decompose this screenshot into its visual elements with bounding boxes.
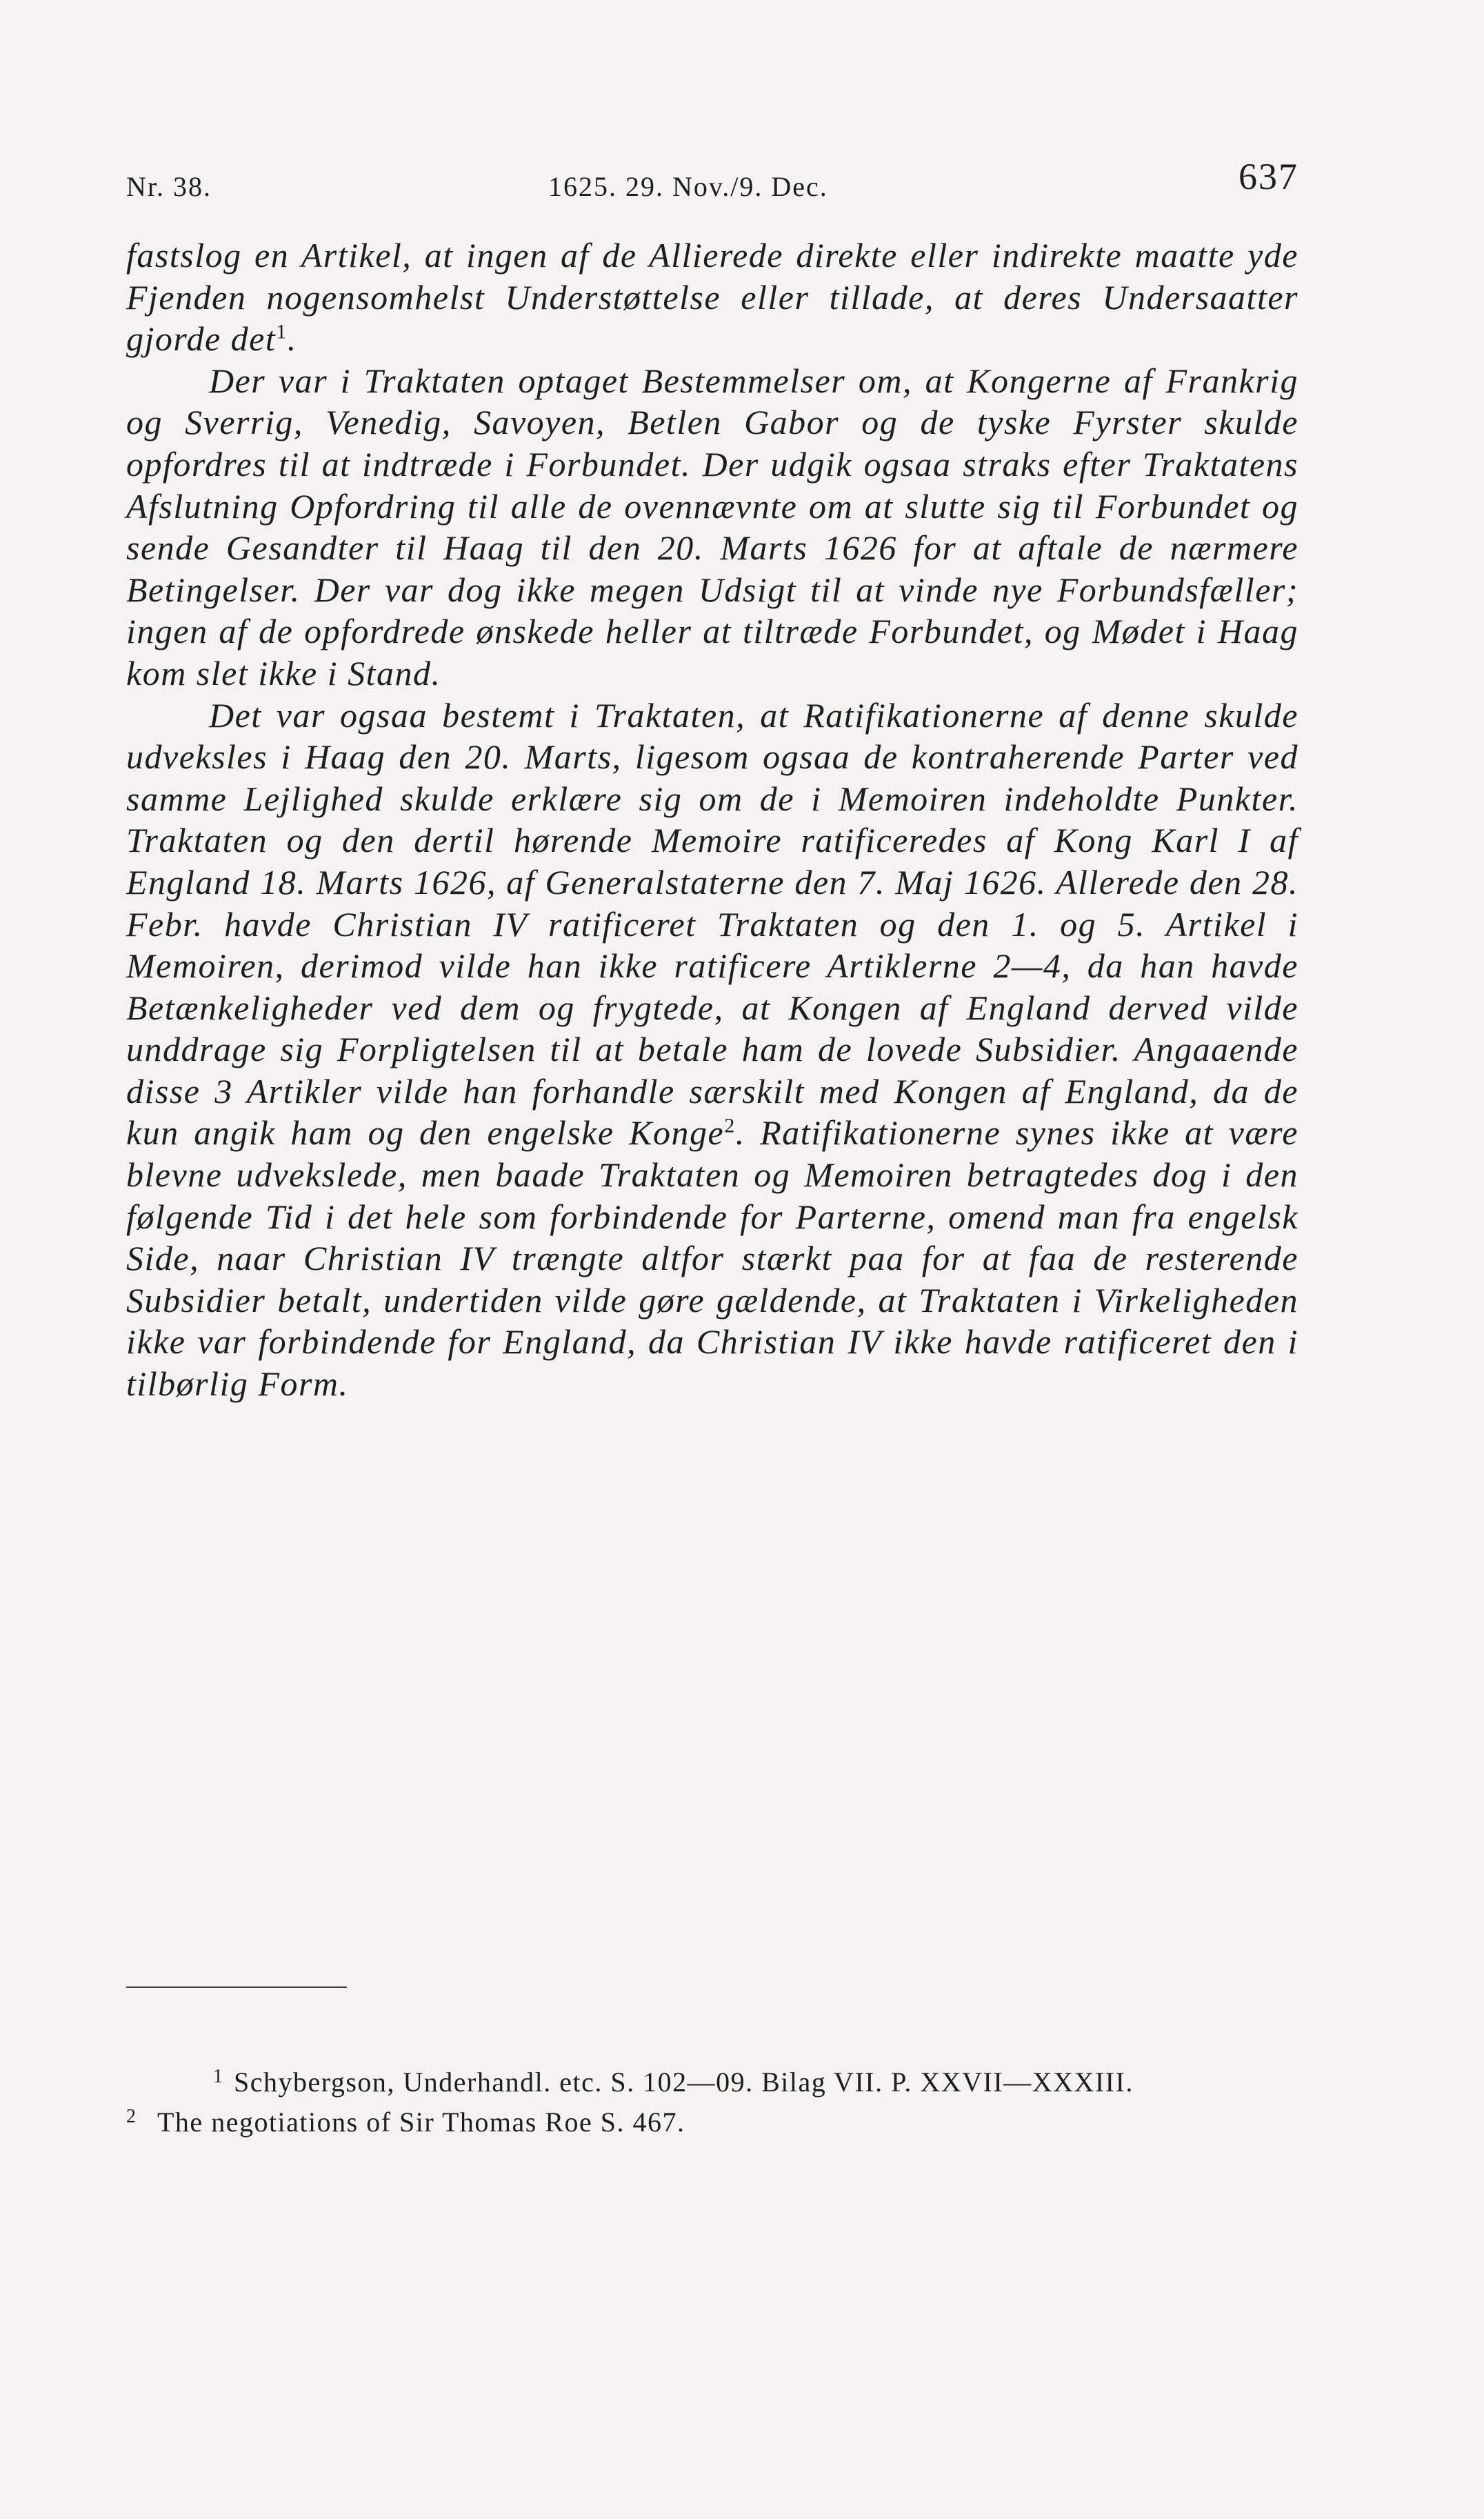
footnote-mark: 1 [213,2066,224,2087]
paragraph-3-part-2: . Ratifikationerne synes ikke at være blevne udvekslede, men baade Traktaten og Memoiren betragtedes dog i den følgende Tid i det hele som forbindende for Parterne, omend man fra engelsk Side, naar Christian IV trængte altfor stærkt paa for at faa de resterende Subsidier betalt, undertiden vilde gøre gældende, at Traktaten i Virkeligheden ikke var forbindende for England, da Christian IV ikke havde ratificeret den i tilbørlig Form. [126,1113,1298,1404]
footnote-ref-1: 1 [276,320,288,344]
paragraph-3 [126,695,1298,1405]
footnote-2 [126,2102,1298,2142]
page-number: 637 [1239,156,1298,197]
paragraph-1-end: . [287,319,297,359]
header-date: 1625. 29. Nov./9. Dec. [548,171,828,202]
footnote-text: The negotiations of Sir Thomas Roe S. 467. [157,2107,685,2138]
footnote-1 [126,2062,1298,2102]
paragraph-2: Der var i Traktaten optaget Bestemmelser om, at Kongerne af Frankrig og Sverrig, Venedig, Savoyen, Betlen Gabor og de tyske Fyrster skulde opfordres til at indtræde i Forbundet. Der udgik ogsaa straks efter Traktatens Afslutning Opfordring til alle de ovennævnte om at slutte sig til Forbundet og sende Gesandter til Haag til den 20. Marts 1626 for at aftale de nærmere Betingelser. Der var dog ikke megen Udsigt til at vinde nye Forbundsfæller; ingen af de opfordrede ønskede heller at tiltræde Forbundet, og Mødet i Haag kom slet ikke i Stand. [126,361,1298,693]
paragraph-1-text: fastslog en Artikel, at ingen af de Allierede direkte eller indirekte maatte yde Fjenden nogensomhelst Understøttelse eller tillade, at deres Undersaatter gjorde det [126,236,1298,359]
document-number: Nr. 38. [126,171,212,202]
footnotes [126,2062,1298,2142]
main-text [126,235,1298,1405]
paragraph-3-part-1: Det var ogsaa bestemt i Traktaten, at Ratifikationerne af denne skulde udveksles i Haag den 20. Marts, ligesom ogsaa de kontraherende Parter ved samme Lejlighed skulde erklære sig om de i Memoiren indeholdte Punkter. Traktaten og den dertil hørende Memoire ratificeredes af Kong Karl I af England 18. Marts 1626, af Generalstaterne den 7. Maj 1626. Allerede den 28. Febr. havde Christian IV ratificeret Traktaten og den 1. og 5. Artikel i Memoiren, derimod vilde han ikke ratificere Artiklerne 2—4, da han havde Betænkeligheder ved dem og frygtede, at Kongen af England derved vilde unddrage sig Forpligtelsen til at betale ham de lovede Subsidier. Angaaende disse 3 Artikler vilde han forhandle særskilt med Kongen af England, da de kun angik ham og den engelske Konge [126,695,1298,1153]
running-header [126,155,1298,203]
footnote-ref-2: 2 [724,1114,736,1137]
footnote-divider [126,1987,347,1988]
paragraph-1 [126,235,1298,360]
footnote-mark: 2 [126,2106,137,2127]
footnote-text: Schybergson, Underhandl. etc. S. 102—09. Bilag VII. P. XXVII—XXXIII. [234,2067,1134,2098]
